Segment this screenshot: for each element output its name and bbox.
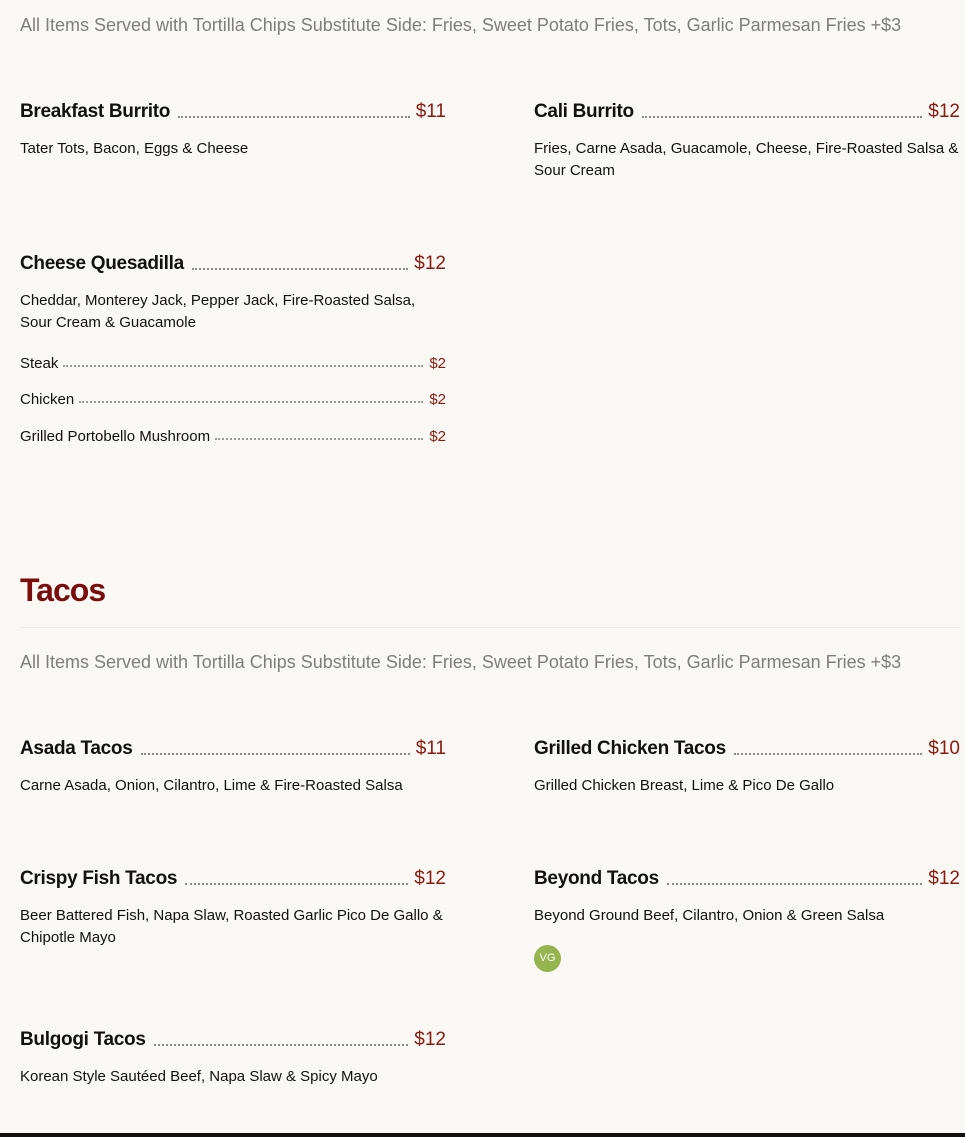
item-price: $12 [928,868,960,889]
item-price: $10 [928,738,960,759]
dot-leader [79,401,423,403]
addon-name: Steak [20,355,59,372]
dot-leader [154,1044,409,1046]
footer-bar [0,1133,965,1137]
item-description: Carne Asada, Onion, Cilantro, Lime & Fire-Roasted Salsa [20,777,403,794]
burritos-side-note: All Items Served with Tortilla Chips Substitute Side: Fries, Sweet Potato Fries, Tots, Garlic Parmesan Fries +$3 [20,15,902,35]
menu-item-breakfast-burrito [20,101,446,160]
dot-leader [734,753,922,755]
item-price: $11 [415,738,446,759]
addon-name: Grilled Portobello Mushroom [20,428,211,445]
item-name: Asada Tacos [20,738,133,759]
item-price: $12 [414,868,446,889]
item-name: Beyond Tacos [534,868,659,889]
item-name: Breakfast Burrito [20,101,171,122]
item-description: Beyond Ground Beef, Cilantro, Onion & Green Salsa [534,907,885,924]
addon-steak [20,355,446,372]
section-divider [20,627,960,628]
item-name: Crispy Fish Tacos [20,868,178,889]
item-price: $12 [414,253,446,274]
addon-name: Chicken [20,391,75,408]
addon-portobello [20,428,446,445]
item-description: Tater Tots, Bacon, Eggs & Cheese [20,140,249,157]
item-price: $12 [928,101,960,122]
tacos-side-note: All Items Served with Tortilla Chips Substitute Side: Fries, Sweet Potato Fries, Tots, Garlic Parmesan Fries +$3 [20,652,902,672]
section-title-tacos: Tacos [20,572,106,608]
menu-item-grilled-chicken-tacos [534,738,960,797]
vegan-badge-icon: VG [534,945,561,972]
addon-price: $2 [429,355,446,372]
dot-leader [642,116,922,118]
addon-price: $2 [429,391,446,408]
menu-item-cali-burrito [534,101,960,182]
dot-leader [192,268,408,270]
addon-chicken [20,391,446,408]
item-description: Cheddar, Monterey Jack, Pepper Jack, Fire-Roasted Salsa, Sour Cream & Guacamole [20,292,416,331]
item-price: $11 [415,101,446,122]
item-name: Bulgogi Tacos [20,1029,146,1050]
dot-leader [667,883,922,885]
item-description: Fries, Carne Asada, Guacamole, Cheese, Fire-Roasted Salsa & Sour Cream [534,140,959,179]
menu-item-beyond-tacos [534,868,960,927]
menu-item-bulgogi-tacos [20,1029,446,1088]
item-name: Cali Burrito [534,101,634,122]
dot-leader [63,365,423,367]
dot-leader [215,438,423,440]
dot-leader [185,883,408,885]
dot-leader [178,116,410,118]
item-description: Grilled Chicken Breast, Lime & Pico De Gallo [534,777,835,794]
menu-item-crispy-fish-tacos [20,868,446,949]
item-description: Korean Style Sautéed Beef, Napa Slaw & Spicy Mayo [20,1068,378,1085]
menu-item-asada-tacos [20,738,446,797]
menu-item-cheese-quesadilla [20,253,446,334]
dot-leader [141,753,410,755]
item-price: $12 [414,1029,446,1050]
addon-price: $2 [429,428,446,445]
item-description: Beer Battered Fish, Napa Slaw, Roasted Garlic Pico De Gallo & Chipotle Mayo [20,907,443,946]
item-name: Grilled Chicken Tacos [534,738,726,759]
item-name: Cheese Quesadilla [20,253,184,274]
